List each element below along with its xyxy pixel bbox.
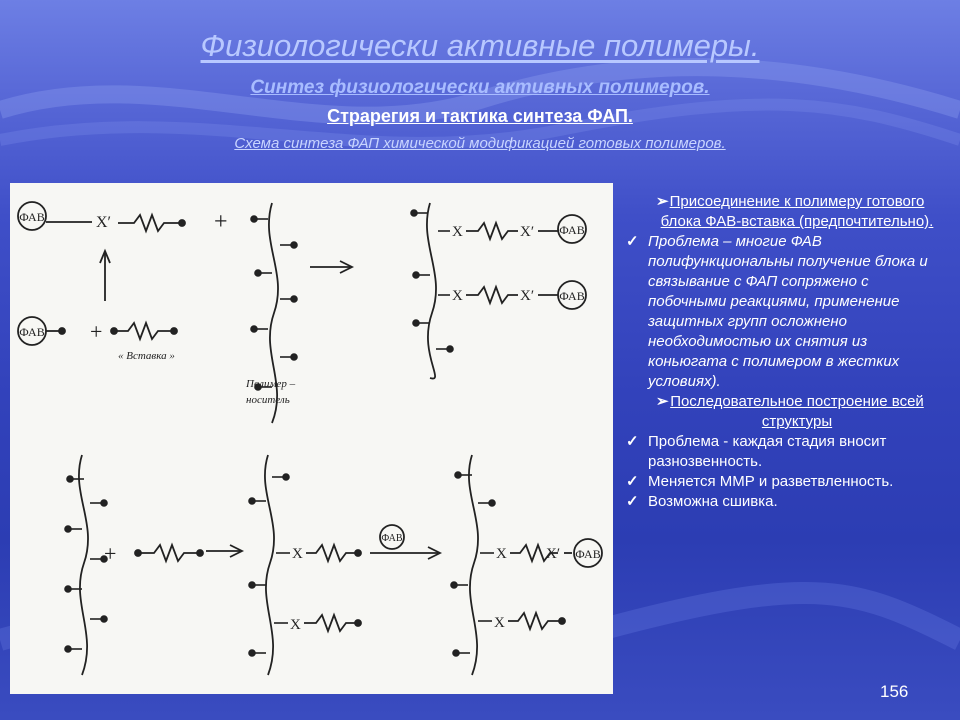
svg-text:+: +	[104, 541, 117, 566]
svg-text:X: X	[494, 615, 505, 631]
svg-text:+: +	[214, 209, 228, 235]
svg-text:X′: X′	[546, 546, 561, 562]
scheme-caption: Схема синтеза ФАП химической модификацией готовых полимеров.	[234, 135, 726, 152]
note-check-1: ✓ Проблема – многие ФАВ полифункциональны получение блока и связывание с ФАП сопряжено с побочными реакциями, применение защитных групп осложнено необходимостью их снятия из коньюгата с полимером в жестких условиях).	[626, 233, 928, 390]
fav-block-top	[18, 202, 46, 230]
insert-label: « Вставка »	[118, 350, 175, 362]
slide-title: Физиологически активные полимеры.	[200, 28, 760, 63]
svg-text:ФАВ: ФАВ	[19, 210, 45, 224]
note-arrow-1: ➢ Присоединение к полимеру готового блока ФАВ-вставка (предпочтительно).	[656, 193, 934, 230]
polymer-label-2: носитель	[246, 394, 290, 406]
svg-text:X′: X′	[520, 224, 535, 240]
svg-text:ФАВ: ФАВ	[575, 547, 601, 561]
x-label-2: X	[452, 288, 463, 304]
notes-panel	[622, 192, 942, 512]
section-heading: Страрегия и тактика синтеза ФАП.	[327, 106, 633, 126]
check-bullet-icon: ✓	[626, 473, 639, 490]
synthesis-scheme-figure	[10, 183, 613, 694]
arrow-bullet-icon: ➢	[656, 393, 669, 410]
svg-text:ФАВ: ФАВ	[559, 289, 585, 303]
svg-text:X′: X′	[520, 288, 535, 304]
note-check-3: ✓ Меняется ММР и разветвленность.	[626, 473, 894, 490]
note-check-2: ✓ Проблема - каждая стадия вносит разнозвенность.	[626, 433, 887, 470]
slide-subtitle: Синтез физиологически активных полимеров.	[250, 77, 710, 98]
svg-text:X: X	[290, 617, 301, 633]
svg-text:ФАВ: ФАВ	[19, 325, 45, 339]
svg-text:ФАВ: ФАВ	[559, 223, 585, 237]
svg-text:X: X	[496, 546, 507, 562]
page-number: 156	[880, 682, 909, 701]
check-bullet-icon: ✓	[626, 493, 639, 510]
svg-text:ФАВ: ФАВ	[381, 533, 403, 544]
arrow-bullet-icon: ➢	[656, 193, 669, 210]
note-arrow-2: ➢ Последовательное построение всей структуры	[656, 393, 924, 430]
xprime-label-1: X′	[96, 214, 112, 231]
svg-text:X: X	[292, 546, 303, 562]
check-bullet-icon: ✓	[626, 233, 639, 250]
x-label-1: X	[452, 224, 463, 240]
check-bullet-icon: ✓	[626, 433, 639, 450]
fav-block-left	[18, 317, 46, 345]
svg-text:+: +	[90, 319, 103, 344]
note-check-4: ✓ Возможна сшивка.	[626, 493, 778, 510]
polymer-label-1: Полимер –	[246, 378, 296, 390]
